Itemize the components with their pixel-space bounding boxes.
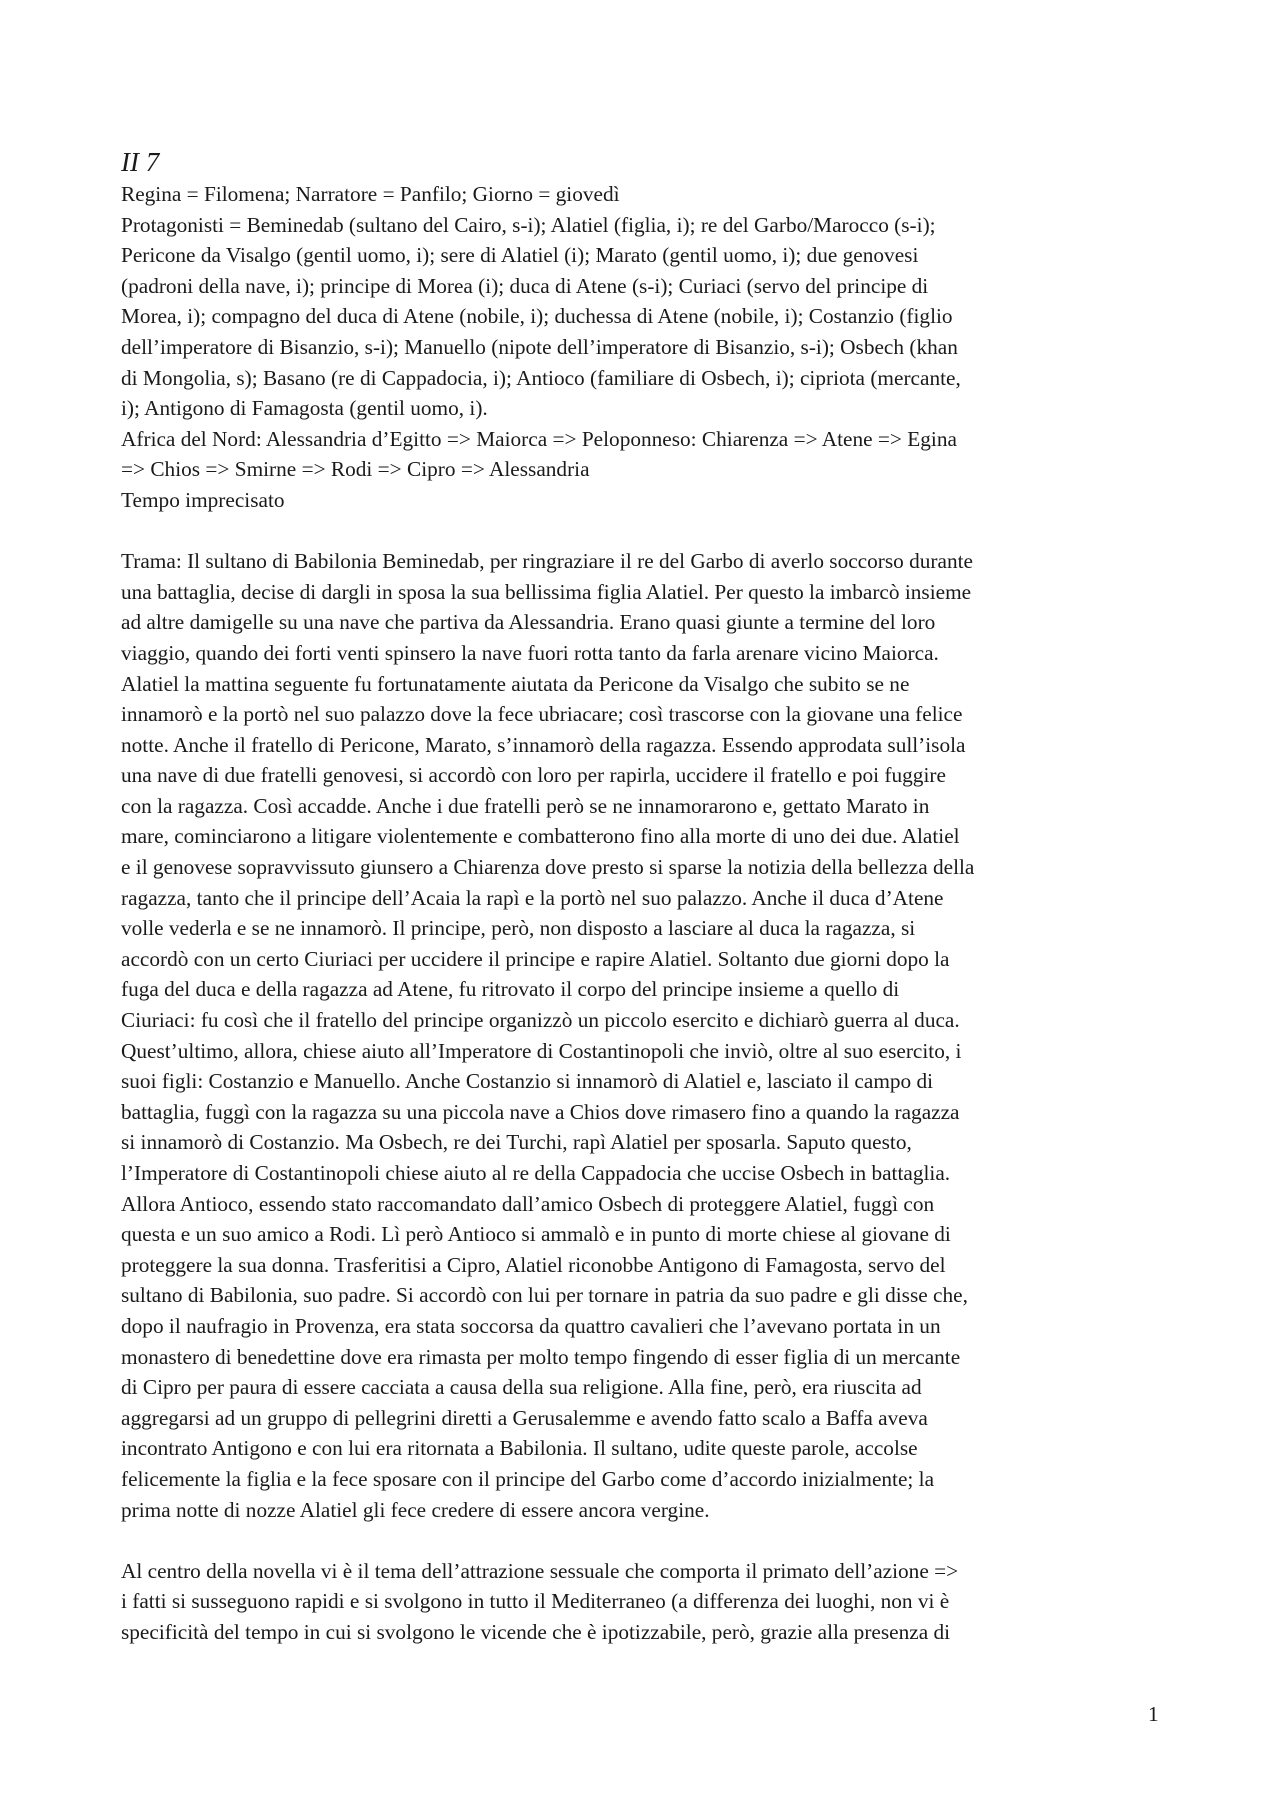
- plot-line: notte. Anche il fratello di Pericone, Marato, s’innamorò della ragazza. Essendo approdata sull’isola: [121, 732, 966, 757]
- plot-line: l’Imperatore di Costantinopoli chiese aiuto al re della Cappadocia che uccise Osbech in battaglia.: [121, 1161, 951, 1185]
- header-line: Pericone da Visalgo (gentil uomo, i); sere di Alatiel (i); Marato (gentil uomo, i); due genovesi: [121, 243, 919, 268]
- paragraph-gap: [121, 516, 1167, 547]
- analysis-line: i fatti si susseguono rapidi e si svolgono in tutto il Mediterraneo (a differenza dei luoghi, non vi è: [121, 1589, 950, 1614]
- plot-line: Ciuriaci: fu così che il fratello del principe organizzò un piccolo esercito e dichiarò guerra al duca.: [121, 1008, 960, 1033]
- plot-line: dopo il naufragio in Provenza, era stata soccorsa da quattro cavalieri che l’avevano portata in un: [121, 1313, 941, 1338]
- plot-line: ragazza, tanto che il principe dell’Acaia la rapì e la portò nel suo palazzo. Anche il duca d’Atene: [121, 885, 944, 910]
- header-line: dell’imperatore di Bisanzio, s-i); Manuello (nipote dell’imperatore di Bisanzio, s-i); Osbech (khan: [121, 334, 958, 359]
- plot-line: fuga del duca e della ragazza ad Atene, fu ritrovato il corpo del principe insieme a quello di: [121, 977, 900, 1002]
- plot-line: una battaglia, decise di dargli in sposa la sua bellissima figlia Alatiel. Per questo la imbarcò insieme: [121, 579, 972, 604]
- plot-line: innamorò e la portò nel suo palazzo dove la fece ubriacare; così trascorse con la giovane una felice: [121, 702, 963, 727]
- header-line: Regina = Filomena; Narratore = Panfilo; Giorno = giovedì: [121, 182, 620, 206]
- header-line: Protagonisti = Beminedab (sultano del Cairo, s-i); Alatiel (figlia, i); re del Garbo/Marocco (s-i);: [121, 212, 936, 237]
- plot-line: viaggio, quando dei forti venti spinsero la nave fuori rotta tanto da farla arenare vicino Maiorca.: [121, 640, 939, 665]
- analysis-line: specificità del tempo in cui si svolgono le vicende che è ipotizzabile, però, grazie alla presenza di: [121, 1619, 951, 1644]
- header-line: Africa del Nord: Alessandria d’Egitto => Maiorca => Peloponneso: Chiarenza => Atene => Egina: [121, 426, 957, 451]
- plot-line: battaglia, fuggì con la ragazza su una piccola nave a Chios dove rimasero fino a quando la ragazza: [121, 1099, 960, 1124]
- plot-line: accordò con un certo Ciuriaci per uccidere il principe e rapire Alatiel. Soltanto due giorni dopo la: [121, 946, 950, 971]
- header-line: Morea, i); compagno del duca di Atene (nobile, i); duchessa di Atene (nobile, i); Costanzio (figlio: [121, 304, 953, 329]
- plot-line: Alatiel la mattina seguente fu fortunatamente aiutata da Pericone da Visalgo che subito se ne: [121, 671, 910, 696]
- plot-paragraph: [121, 546, 1167, 1525]
- plot-line: incontrato Antigono e con lui era ritornata a Babilonia. Il sultano, udite queste parole, accolse: [121, 1436, 918, 1461]
- plot-line: Trama: Il sultano di Babilonia Beminedab, per ringraziare il re del Garbo di averlo soccorso durante: [121, 549, 973, 574]
- page-content: [121, 148, 1167, 1648]
- novella-title: II 7: [121, 147, 160, 177]
- header-line: (padroni della nave, i); principe di Morea (i); duca di Atene (s-i); Curiaci (servo del principe di: [121, 273, 929, 298]
- plot-line: una nave di due fratelli genovesi, si accordò con loro per rapirla, uccidere il fratello e poi fuggire: [121, 763, 946, 788]
- plot-line: Quest’ultimo, allora, chiese aiuto all’Imperatore di Costantinopoli che inviò, oltre al suo esercito, i: [121, 1038, 962, 1063]
- header-line: => Chios => Smirne => Rodi => Cipro => Alessandria: [121, 457, 590, 482]
- plot-line: sultano di Babilonia, suo padre. Si accordò con lui per tornare in patria da suo padre e gli disse che,: [121, 1283, 968, 1308]
- page-number: 1: [1148, 1702, 1159, 1726]
- header-block: [121, 179, 1167, 516]
- header-line: i); Antigono di Famagosta (gentil uomo, i).: [121, 396, 488, 421]
- analysis-paragraph: [121, 1556, 1167, 1648]
- header-line: di Mongolia, s); Basano (re di Cappadocia, i); Antioco (familiare di Osbech, i); cipriota (mercante,: [121, 365, 961, 390]
- plot-line: monastero di benedettine dove era rimasta per molto tempo fingendo di esser figlia di un mercante: [121, 1344, 961, 1369]
- analysis-line: Al centro della novella vi è il tema dell’attrazione sessuale che comporta il primato dell’azione =>: [121, 1558, 959, 1583]
- plot-line: proteggere la sua donna. Trasferitisi a Cipro, Alatiel riconobbe Antigono di Famagosta, servo del: [121, 1252, 946, 1277]
- plot-line: e il genovese sopravvissuto giunsero a Chiarenza dove presto si sparse la notizia della bellezza della: [121, 855, 975, 880]
- plot-line: volle vederla e se ne innamorò. Il principe, però, non disposto a lasciare al duca la ragazza, si: [121, 916, 916, 941]
- plot-line: ad altre damigelle su una nave che partiva da Alessandria. Erano quasi giunte a termine del loro: [121, 610, 936, 635]
- plot-line: aggregarsi ad un gruppo di pellegrini diretti a Gerusalemme e avendo fatto scalo a Baffa aveva: [121, 1405, 928, 1430]
- plot-line: felicemente la figlia e la fece sposare con il principe del Garbo come d’accordo inizialmente; la: [121, 1466, 935, 1491]
- header-line: Tempo imprecisato: [121, 487, 285, 512]
- plot-line: Allora Antioco, essendo stato raccomandato dall’amico Osbech di proteggere Alatiel, fuggì con: [121, 1191, 935, 1216]
- plot-line: prima notte di nozze Alatiel gli fece credere di essere ancora vergine.: [121, 1497, 710, 1522]
- plot-line: mare, cominciarono a litigare violentemente e combatterono fino alla morte di uno dei due. Alatiel: [121, 824, 960, 849]
- plot-line: di Cipro per paura di essere cacciata a causa della sua religione. Alla fine, però, era riuscita ad: [121, 1375, 922, 1400]
- plot-line: si innamorò di Costanzio. Ma Osbech, re dei Turchi, rapì Alatiel per sposarla. Saputo questo,: [121, 1130, 912, 1155]
- plot-line: questa e un suo amico a Rodi. Lì però Antioco si ammalò e in punto di morte chiese al giovane di: [121, 1222, 951, 1247]
- plot-line: suoi figli: Costanzio e Manuello. Anche Costanzio si innamorò di Alatiel e, lasciato il campo di: [121, 1069, 934, 1094]
- plot-line: con la ragazza. Così accadde. Anche i due fratelli però se ne innamorarono e, gettato Marato in: [121, 793, 930, 818]
- paragraph-gap: [121, 1525, 1167, 1556]
